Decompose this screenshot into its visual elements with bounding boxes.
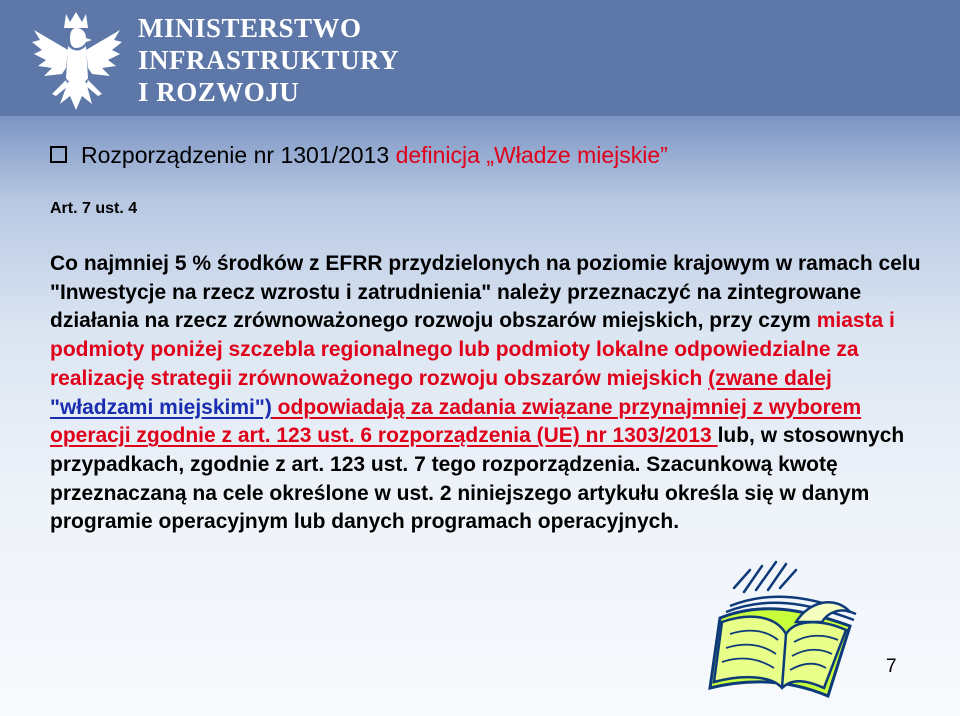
heading-regulation: Rozporządzenie nr 1301/2013 [81, 142, 396, 168]
body-part-6: lub, w stosownych przypadkach, zgodnie z art. 123 ust. 7 tego rozporządzenia. Szacunkową kwotę przeznaczaną na cele określone w ust. 2 niniejszego artykułu określa się w danym programie operacyjnym lub danych programach operacyjnych. [50, 424, 905, 534]
body-part-4: "władzami miejskimi") [50, 395, 272, 419]
body-part-5: odpowiadają za zadania związane przynajmniej z wyborem operacji zgodnie z art. 123 ust. 6 rozporządzenia (UE) nr 1303/2013 [50, 395, 862, 448]
checkbox-bullet-icon [50, 146, 67, 163]
header-band [0, 0, 960, 116]
slide-heading [50, 138, 668, 172]
ministry-line-1: MINISTERSTWO [138, 13, 362, 43]
open-book-icon [700, 556, 870, 706]
polish-eagle-icon [30, 8, 122, 114]
body-part-2: miasta i podmioty poniżej szczebla regionalnego lub podmioty lokalne odpowiedzialne za realizację strategii zrównoważonego rozwoju obszarów miejskich [50, 309, 895, 390]
ministry-line-3: I ROZWOJU [138, 77, 300, 107]
ministry-name [138, 12, 399, 108]
ministry-line-2: INFRASTRUKTURY [138, 45, 400, 75]
heading-definition: definicja „Władze miejskie” [395, 142, 668, 168]
page-number: 7 [886, 656, 897, 677]
body-part-3: (zwane dalej [708, 366, 832, 390]
body-paragraph [50, 250, 930, 537]
body-part-1: Co najmniej 5 % środków z EFRR przydzielonych na poziomie krajowym w ramach celu "Inwestycje na rzecz wzrostu i zatrudnienia" należy przeznaczyć na zintegrowane działania na rzecz zrównoważonego rozwoju obszarów miejskich, przy czym [50, 252, 921, 333]
article-reference: Art. 7 ust. 4 [50, 200, 138, 217]
